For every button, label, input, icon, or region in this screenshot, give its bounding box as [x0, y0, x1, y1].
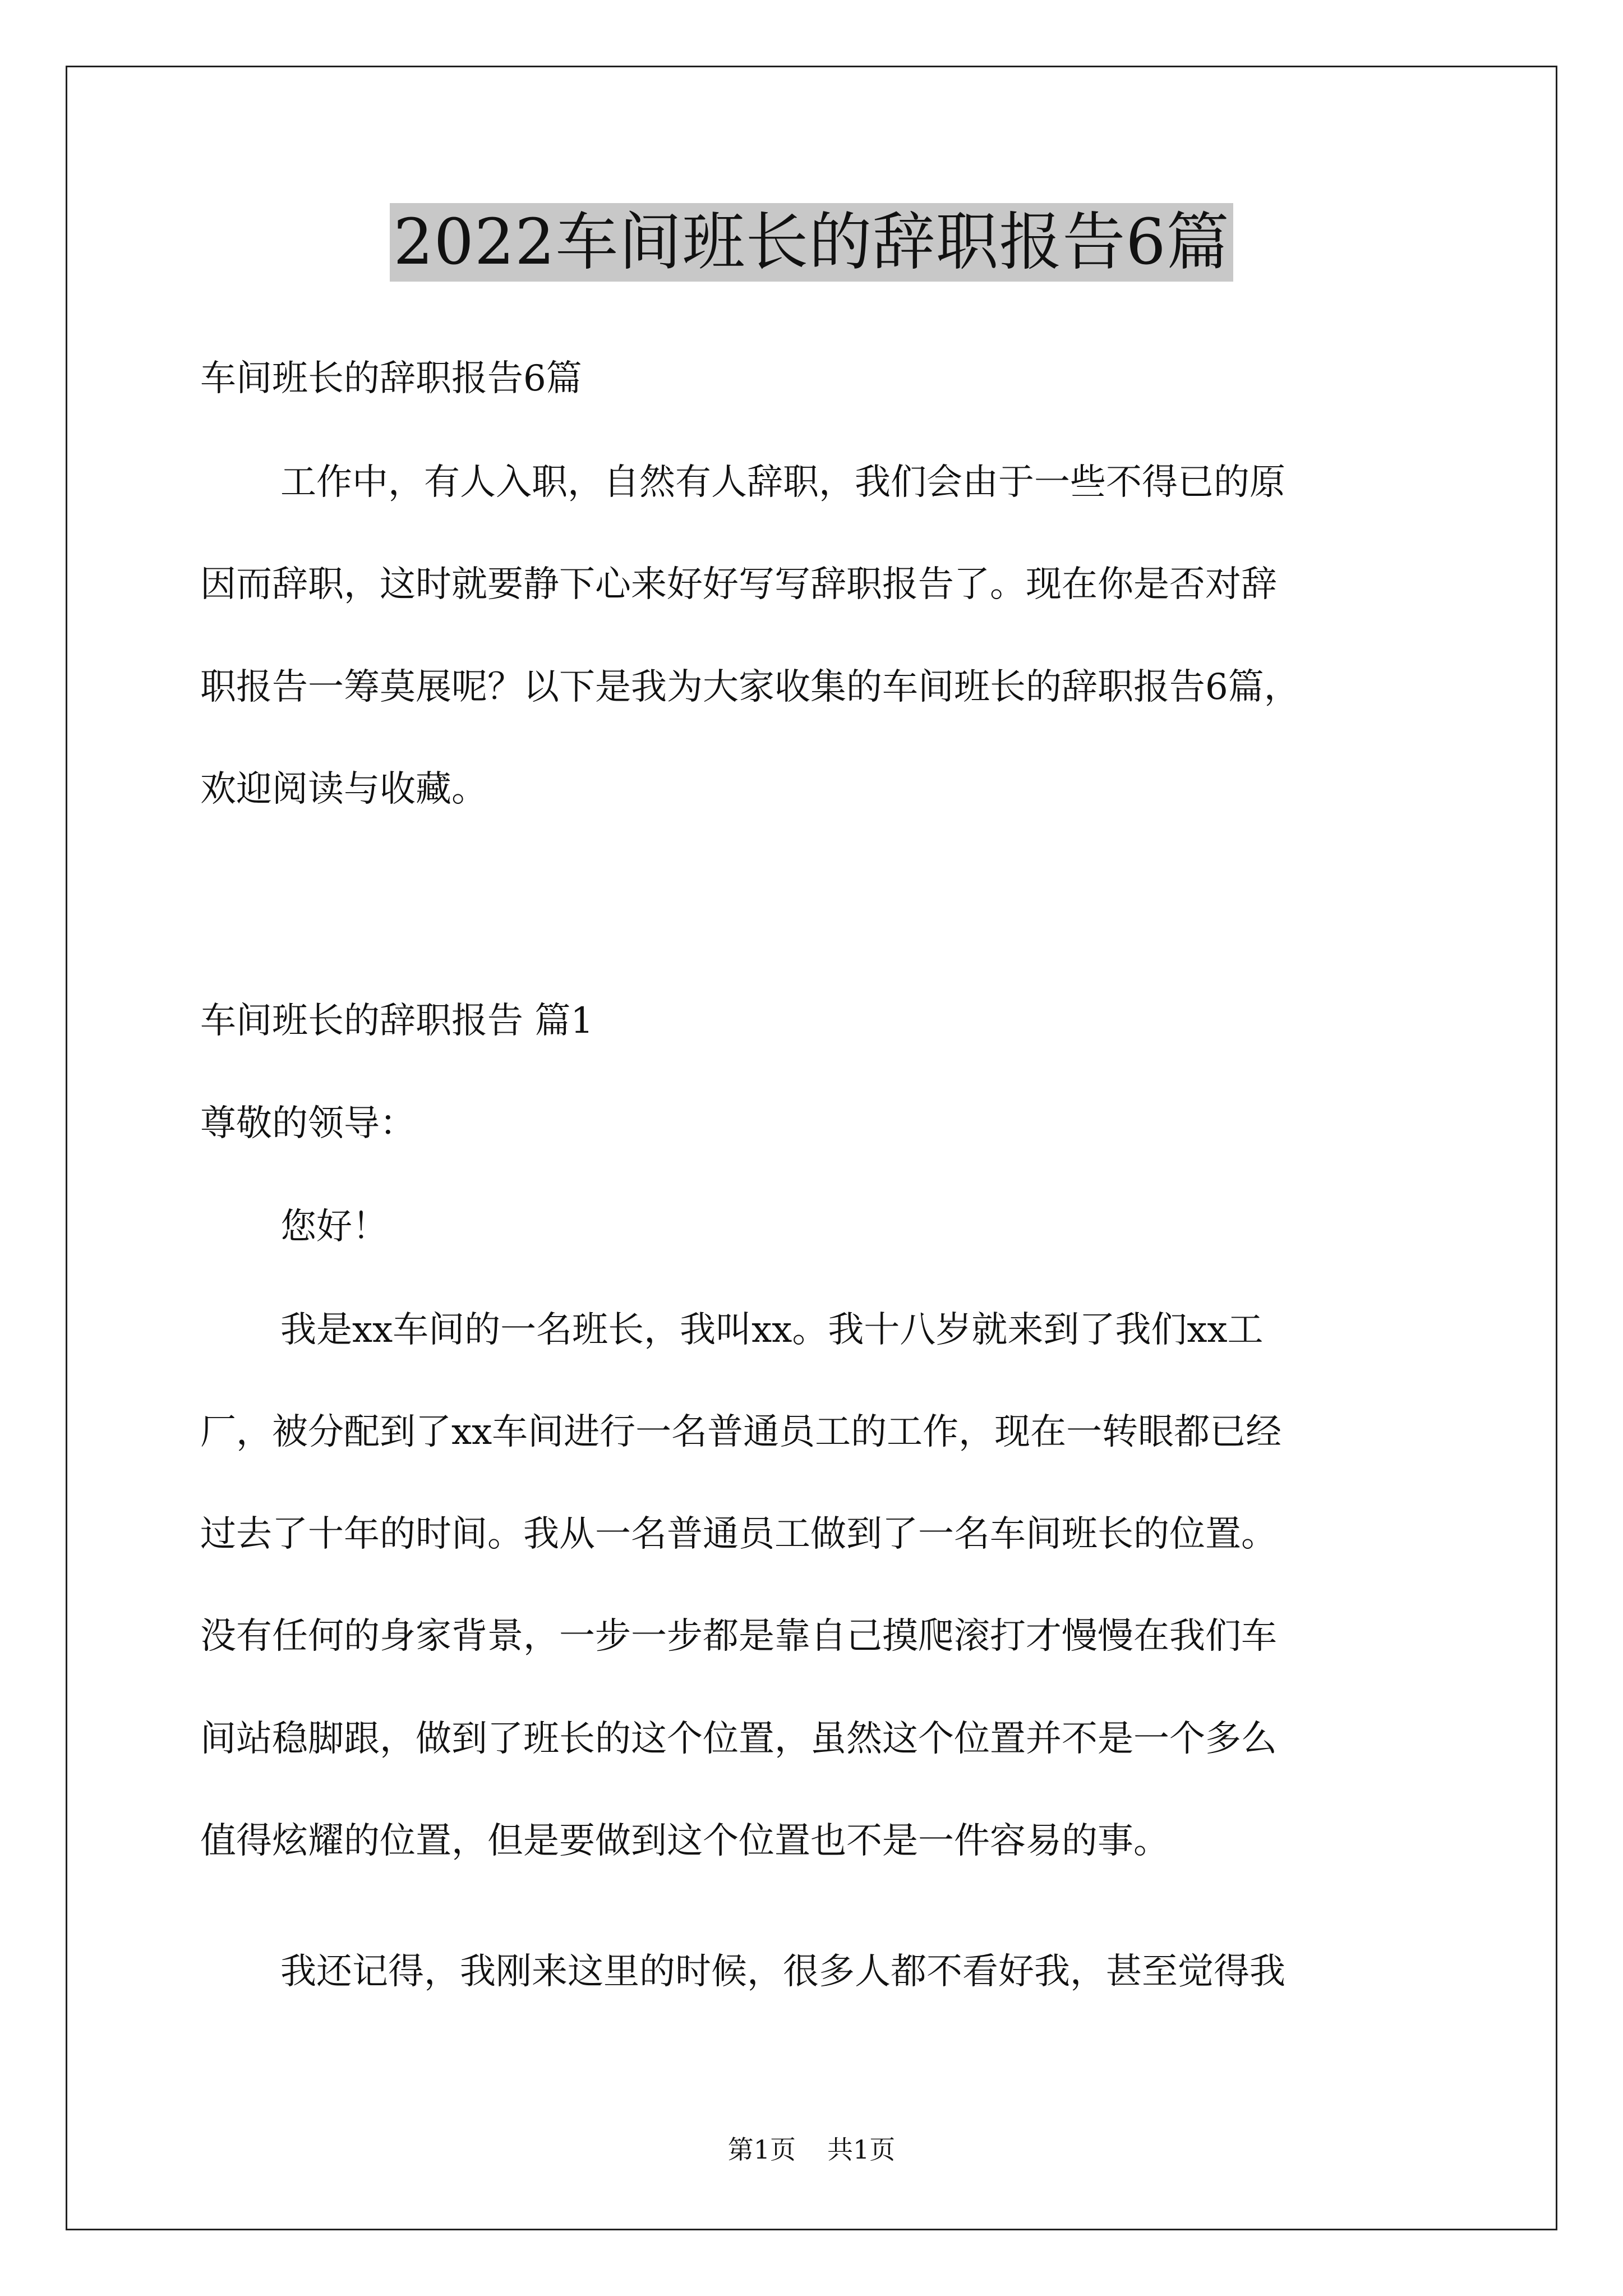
body-line-6: 值得炫耀的位置，但是要做到这个位置也不是一件容易的事。	[200, 1820, 1169, 1862]
intro-line-3: 职报告一筹莫展呢？以下是我为大家收集的车间班长的辞职报告6篇，	[200, 666, 1300, 708]
intro-line-4: 欢迎阅读与收藏。	[200, 769, 487, 810]
title-container	[0, 203, 1623, 282]
document-subtitle: 车间班长的辞职报告6篇	[200, 358, 582, 399]
intro-line-2: 因而辞职，这时就要静下心来好好写写辞职报告了。现在你是否对辞	[200, 564, 1277, 605]
page-number-total: 共1页	[827, 2134, 896, 2165]
page-number-current: 第1页	[727, 2134, 796, 2165]
page-footer	[0, 2133, 1623, 2166]
intro-line-1: 工作中，有人入职，自然有人辞职，我们会由于一些不得已的原	[280, 462, 1285, 503]
document-title: 2022车间班长的辞职报告6篇	[390, 203, 1233, 282]
body-line-7: 我还记得，我刚来这里的时候，很多人都不看好我，甚至觉得我	[280, 1951, 1285, 1993]
body-line-1: 我是xx车间的一名班长，我叫xx。我十八岁就来到了我们xx工	[280, 1309, 1264, 1351]
greeting: 您好！	[280, 1206, 388, 1248]
body-line-5: 间站稳脚跟，做到了班长的这个位置，虽然这个位置并不是一个多么	[200, 1718, 1277, 1760]
salutation: 尊敬的领导：	[200, 1103, 416, 1144]
body-line-3: 过去了十年的时间。我从一名普通员工做到了一名车间班长的位置。	[200, 1513, 1277, 1555]
section-heading: 车间班长的辞职报告 篇1	[200, 1000, 594, 1042]
body-line-2: 厂，被分配到了xx车间进行一名普通员工的工作，现在一转眼都已经	[200, 1411, 1282, 1453]
body-line-4: 没有任何的身家背景，一步一步都是靠自己摸爬滚打才慢慢在我们车	[200, 1616, 1277, 1657]
